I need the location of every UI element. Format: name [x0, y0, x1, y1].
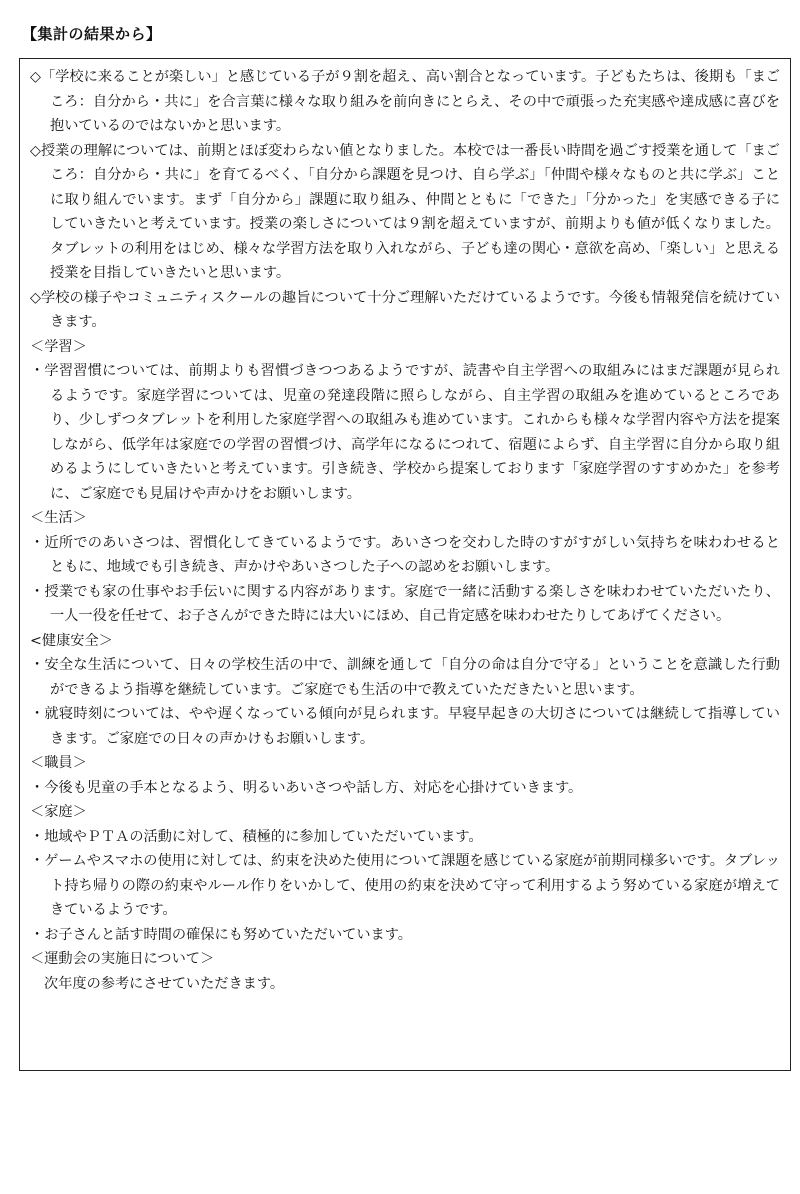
section-heading-health: <健康安全＞ — [30, 632, 113, 649]
health-item-safety: ・安全な生活について、日々の学校生活の中で、訓練を通して「自分の命は自分で守る」ということを意識した行動ができるよう指導を継続しています。ご家庭でも生活の中で教えていただきたいと思います。 — [30, 657, 780, 698]
home-item-talk-time: ・お子さんと話す時間の確保にも努めていただいています。 — [30, 926, 412, 943]
home-item-games: ・ゲームやスマホの使用に対しては、約束を決めた使用について課題を感じている家庭が前期同様多いです。タブレット持ち帰りの際の約束やルール作りをいかして、使用の約束を決めて守って利用するよう努めている家庭が増えてきているようです。 — [30, 853, 780, 918]
home-item-pta: ・地域やＰＴＡの活動に対して、積極的に参加していただいています。 — [30, 828, 483, 845]
summary-community-school: ◇学校の様子やコミュニティスクールの趣旨について十分ご理解いただけているようです。今後も情報発信を続けていきます。 — [30, 289, 780, 330]
life-item-greeting: ・近所でのあいさつは、習慣化してきているようです。あいさつを交わした時のすがすがしい気持ちを味わわせるとともに、地域でも引き続き、声かけやあいさつした子への認めをお願いします。 — [30, 534, 780, 575]
summary-lesson-understanding: ◇授業の理解については、前期とほぼ変わらない値となりました。本校では一番長い時間を過ごす授業を通して「まごころ：自分から・共に」を育てるべく、「自分から課題を見つけ、自ら学ぶ」「仲間や様々なものと共に学ぶ」ことに取り組んでいます。まず「自分から」課題に取り組み、仲間とともに「できた」「分かった」を実感できる子にしていきたいと考えています。授業の楽しさについては９割を超えていますが、前期よりも値が低くなりました。タブレットの利用をはじめ、様々な学習方法を取り入れながら、子ども達の関心・意欲を高め、「楽しい」と思える授業を目指していきたいと思います。 — [30, 142, 780, 281]
section-heading-life: ＜生活＞ — [30, 510, 87, 526]
study-item: ・学習習慣については、前期よりも習慣づきつつあるようですが、読書や自主学習への取組みにはまだ課題が見られるようです。家庭学習については、児童の発達段階に照らしながら、自主学習の取組みを進めているところであり、少しずつタブレットを利用した家庭学習への取組みも進めています。これからも様々な学習内容や方法を提案しながら、低学年は家庭での学習の習慣づけ、高学年になるにつれて、宿題によらず、自主学習に自分から取り組めるようにしていきたいと考えています。引き続き、学校から提案しております「家庭学習のすすめかた」を参考に、ご家庭でも見届けや声かけをお願いします。 — [30, 363, 780, 502]
life-item-housework: ・授業でも家の仕事やお手伝いに関する内容があります。家庭で一緒に活動する楽しさを味わわせていただいたり、一人一役を任せて、お子さんができた時には大いにほめ、自己肯定感を味わわせたりしてあげてください。 — [30, 583, 780, 624]
results-box — [19, 58, 791, 1071]
section-heading-study: ＜学習＞ — [30, 338, 87, 355]
sports-day-note: 次年度の参考にさせていただきます。 — [44, 975, 285, 992]
health-item-bedtime: ・就寝時刻については、やや遅くなっている傾向が見られます。早寝早起きの大切さについては継続して指導していきます。ご家庭での日々の声かけもお願いします。 — [30, 706, 780, 747]
staff-item: ・今後も児童の手本となるよう、明るいあいさつや話し方、対応を心掛けていきます。 — [30, 779, 583, 796]
summary-enjoy-school: ◇「学校に来ることが楽しい」と感じている子が９割を超え、高い割合となっています。子どもたちは、後期も「まごころ：自分から・共に」を合言葉に様々な取り組みを前向きにとらえ、その中で頑張った充実感や達成感に喜びを抱いているのではないかと思います。 — [30, 69, 780, 134]
section-heading-home: ＜家庭＞ — [30, 804, 87, 820]
section-heading-staff: ＜職員＞ — [30, 755, 87, 771]
section-heading-sports-day: ＜運動会の実施日について＞ — [30, 951, 215, 967]
page-title: 【集計の結果から】 — [22, 25, 162, 43]
